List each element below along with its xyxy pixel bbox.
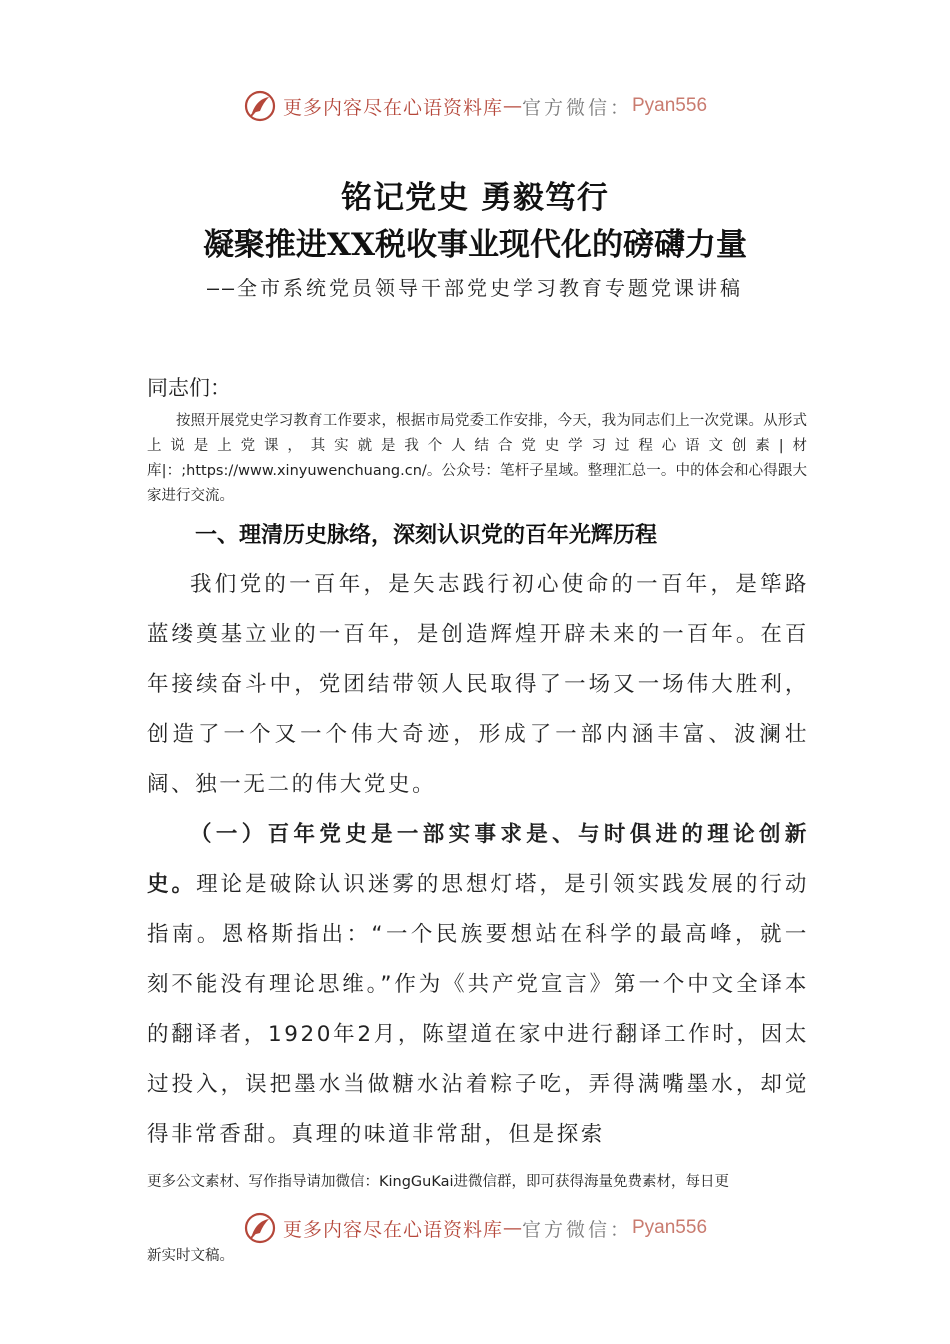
banner-official: 官方微信： bbox=[521, 1218, 632, 1241]
greeting: 同志们： bbox=[147, 376, 231, 400]
logo-icon bbox=[243, 89, 277, 123]
banner-text: 更多内容尽在心语资料库 bbox=[282, 96, 503, 119]
body-paragraph-2 bbox=[147, 810, 809, 1160]
subsection-lead: （一）百年党史是一部实事求是、与时俱进的理论创新史。 bbox=[147, 822, 809, 897]
page-title-line2: 凝聚推进XX税收事业现代化的磅礴力量 bbox=[202, 227, 748, 263]
body-paragraph-1: 我们党的一百年，是矢志践行初心使命的一百年，是筚路蓝缕奠基立业的一百年，是创造辉煌开辟未来的一百年。在百年接续奋斗中，党团结带领人民取得了一场又一场伟大胜利，创造了一个又一个伟大奇迹，形成了一部内涵丰富、波澜壮阔、独一无二的伟大党史。 bbox=[147, 572, 809, 797]
footer-watermark-banner bbox=[0, 1208, 950, 1248]
logo-icon bbox=[243, 1211, 277, 1245]
banner-wechat-id: Pyan556 bbox=[632, 95, 708, 116]
banner-wechat-id: Pyan556 bbox=[632, 1217, 708, 1238]
page-title-line1: 铭记党史 勇毅笃行 bbox=[341, 180, 609, 216]
footer-text-continued: 新实时文稿。 bbox=[147, 1248, 234, 1264]
body-paragraph-2-text: 理论是破除认识迷雾的思想灯塔，是引领实践发展的行动指南。恩格斯指出：“一个民族要想站在科学的最高峰，就一刻不能没有理论思维。”作为《共产党宣言》第一个中文全译本的翻译者，1920年2月，陈望道在家中进行翻译工作时，因太过投入，误把墨水当做糖水沾着粽子吃，弄得满嘴墨水，却觉得非常香甜。真理的味道非常甜，但是探索 bbox=[147, 872, 809, 1147]
banner-dash: — bbox=[502, 1217, 522, 1239]
intro-paragraph: 按照开展党史学习教育工作要求，根据市局党委工作安排，今天，我为同志们上一次党课。从形式上说是上党课，其实就是我个人结合党史学习过程心语文创素|材库|：;https://www.xinyuwenchuang.cn/。公众号：笔杆子星域。整理汇总一。中的体会和心得跟大家进行交流。 bbox=[147, 413, 807, 504]
banner-text: 更多内容尽在心语资料库 bbox=[282, 1218, 503, 1241]
section-heading: 一、理清历史脉络，深刻认识党的百年光辉历程 bbox=[195, 523, 658, 548]
footer-text: 更多公文素材、写作指导请加微信：KingGuKai进微信群，即可获得海量免费素材，每日更 bbox=[147, 1174, 730, 1190]
page-subtitle: ——全市系统党员领导干部党史学习教育专题党课讲稿 bbox=[206, 276, 744, 300]
banner-dash: — bbox=[502, 95, 522, 117]
banner-official: 官方微信： bbox=[521, 96, 632, 119]
header-watermark-banner bbox=[0, 86, 950, 126]
